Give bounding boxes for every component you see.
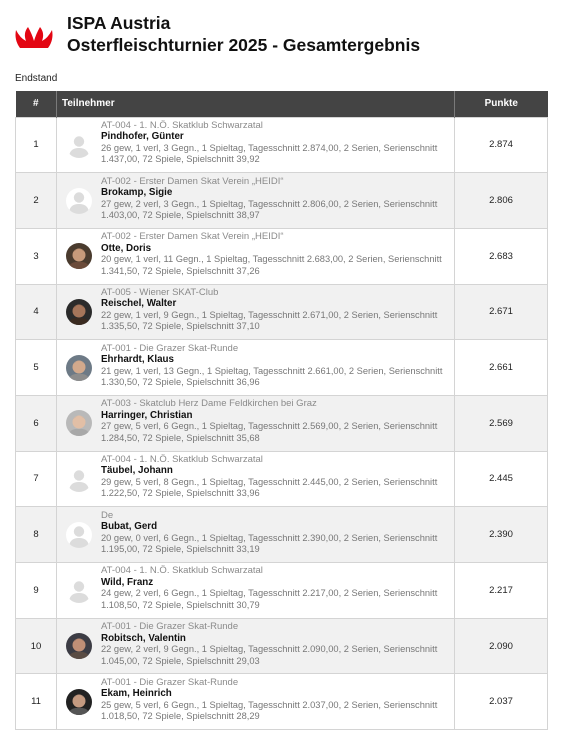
player-name: Harringer, Christian (101, 409, 193, 421)
player-stats: 29 gew, 5 verl, 8 Gegn., 1 Spieltag, Tagesschnitt 2.445,00, 2 Serien, Serienschnitt 1.222,50, 72 Spiele, Spielschnitt 33,96 (101, 476, 438, 499)
participant-cell (57, 340, 455, 396)
rank-value: 1 (33, 139, 39, 151)
club-name: AT-002 - Erster Damen Skat Verein „HEIDI“ (101, 231, 284, 243)
rank-value: 10 (30, 640, 42, 652)
rank-cell (16, 674, 57, 730)
points-value: 2.683 (489, 250, 513, 262)
event-title: Osterfleischturnier 2025 - Gesamtergebnis (67, 35, 421, 55)
table-row (16, 674, 548, 730)
participant-cell (57, 507, 455, 563)
avatar (66, 633, 92, 659)
points-value: 2.390 (489, 529, 513, 541)
points-value: 2.806 (489, 195, 513, 207)
points-cell (455, 284, 548, 340)
rank-value: 4 (33, 306, 39, 318)
club-name: AT-002 - Erster Damen Skat Verein „HEIDI“ (101, 175, 284, 187)
rank-cell (16, 618, 57, 674)
player-name: Brokamp, Sigie (101, 187, 173, 199)
player-name: Täubel, Johann (101, 465, 173, 477)
points-value: 2.090 (489, 640, 513, 652)
points-cell (455, 228, 548, 284)
participant-cell (57, 228, 455, 284)
rank-value: 9 (33, 584, 39, 596)
avatar (66, 243, 92, 269)
title-block (67, 12, 420, 56)
player-stats: 24 gew, 2 verl, 6 Gegn., 1 Spieltag, Tagesschnitt 2.217,00, 2 Serien, Serienschnitt 1.108,50, 72 Spiele, Spielschnitt 30,79 (101, 588, 438, 610)
participant-cell (57, 395, 455, 451)
avatar (66, 466, 92, 492)
player-name: Otte, Doris (101, 242, 152, 254)
red-crown-logo-icon (14, 24, 54, 50)
rank-value: 6 (33, 417, 39, 429)
rank-cell (16, 117, 57, 173)
avatar (66, 577, 92, 603)
points-value: 2.874 (489, 139, 513, 151)
points-value: 2.671 (489, 306, 513, 318)
table-row (16, 340, 548, 396)
status-label: Endstand (15, 73, 58, 84)
rank-cell (16, 340, 57, 396)
table-row (16, 173, 548, 229)
points-cell (455, 117, 548, 173)
club-name: De (101, 509, 114, 521)
page-header (14, 12, 554, 58)
points-cell (455, 563, 548, 619)
rank-cell (16, 451, 57, 507)
column-header-participant: Teilnehmer (57, 91, 455, 117)
avatar (66, 299, 92, 325)
points-cell (455, 395, 548, 451)
club-name: AT-003 - Skatclub Herz Dame Feldkirchen bei Graz (101, 398, 317, 410)
table-row (16, 228, 548, 284)
table-row (16, 395, 548, 451)
points-cell (455, 618, 548, 674)
table-row (16, 117, 548, 173)
column-header-points: Punkte (455, 91, 548, 117)
club-name: AT-004 - 1. N.Ö. Skatklub Schwarzatal (101, 565, 263, 577)
rank-cell (16, 563, 57, 619)
player-stats: 27 gew, 5 verl, 6 Gegn., 1 Spieltag, Tagesschnitt 2.569,00, 2 Serien, Serienschnitt 1.284,50, 72 Spiele, Spielschnitt 35,68 (101, 421, 438, 443)
points-cell (455, 340, 548, 396)
rank-value: 11 (31, 696, 41, 708)
avatar (66, 410, 92, 436)
rank-value: 3 (33, 250, 39, 262)
participant-cell (57, 563, 455, 619)
avatar (66, 689, 92, 715)
rank-cell (16, 395, 57, 451)
table-header-row (16, 91, 548, 117)
table-row (16, 618, 548, 674)
points-value: 2.217 (489, 584, 513, 596)
player-name: Wild, Franz (101, 576, 154, 588)
org-title: ISPA Austria (67, 13, 171, 33)
points-value: 2.037 (489, 696, 513, 708)
participant-cell (57, 674, 455, 730)
points-value: 2.661 (489, 362, 513, 374)
player-stats: 26 gew, 1 verl, 3 Gegn., 1 Spieltag, Tagesschnitt 2.874,00, 2 Serien, Serienschnitt 1.437,00, 72 Spiele, Spielschnitt 39,92 (101, 142, 438, 165)
player-name: Reischel, Walter (101, 298, 177, 310)
player-stats: 22 gew, 1 verl, 9 Gegn., 1 Spieltag, Tagesschnitt 2.671,00, 2 Serien, Serienschnitt 1.335,50, 72 Spiele, Spielschnitt 37,10 (101, 309, 438, 332)
player-stats: 20 gew, 0 verl, 6 Gegn., 1 Spieltag, Tagesschnitt 2.390,00, 2 Serien, Serienschnitt 1.195,00, 72 Spiele, Spielschnitt 33,19 (101, 532, 438, 555)
participant-cell (57, 173, 455, 229)
player-stats: 22 gew, 2 verl, 9 Gegn., 1 Spieltag, Tagesschnitt 2.090,00, 2 Serien, Serienschnitt 1.045,00, 72 Spiele, Spielschnitt 29,03 (101, 644, 438, 666)
table-row (16, 563, 548, 619)
rank-value: 7 (33, 473, 39, 485)
player-name: Ehrhardt, Klaus (101, 354, 174, 366)
rank-cell (16, 228, 57, 284)
avatar (66, 132, 92, 158)
results-table (15, 91, 548, 730)
player-stats: 21 gew, 1 verl, 13 Gegn., 1 Spieltag, Tagesschnitt 2.661,00, 2 Serien, Serienschnitt 1.330,50, 72 Spiele, Spielschnitt 36,96 (101, 365, 443, 388)
player-stats: 27 gew, 2 verl, 3 Gegn., 1 Spieltag, Tagesschnitt 2.806,00, 2 Serien, Serienschnitt 1.403,00, 72 Spiele, Spielschnitt 38,97 (101, 198, 438, 221)
points-cell (455, 674, 548, 730)
table-row (16, 507, 548, 563)
rank-cell (16, 507, 57, 563)
club-name: AT-001 - Die Grazer Skat-Runde (101, 621, 239, 633)
participant-cell (57, 618, 455, 674)
points-value: 2.445 (489, 473, 513, 485)
avatar (66, 522, 92, 548)
table-row (16, 284, 548, 340)
player-name: Bubat, Gerd (101, 521, 158, 533)
rank-value: 8 (33, 529, 39, 541)
rank-cell (16, 284, 57, 340)
player-name: Robitsch, Valentin (101, 632, 186, 644)
club-name: AT-005 - Wiener SKAT-Club (101, 286, 219, 298)
points-cell (455, 173, 548, 229)
avatar (66, 355, 92, 381)
club-name: AT-001 - Die Grazer Skat-Runde (101, 676, 239, 688)
rank-cell (16, 173, 57, 229)
participant-cell (57, 451, 455, 507)
rank-value: 2 (33, 195, 39, 207)
participant-cell (57, 117, 455, 173)
club-name: AT-001 - Die Grazer Skat-Runde (101, 342, 239, 354)
points-cell (455, 451, 548, 507)
club-name: AT-004 - 1. N.Ö. Skatklub Schwarzatal (101, 453, 263, 465)
player-name: Pindhofer, Günter (101, 131, 184, 143)
points-value: 2.569 (489, 417, 513, 429)
points-cell (455, 507, 548, 563)
player-stats: 20 gew, 1 verl, 11 Gegn., 1 Spieltag, Tagesschnitt 2.683,00, 2 Serien, Serienschnitt 1.341,50, 72 Spiele, Spielschnitt 37,26 (101, 254, 442, 276)
player-stats: 25 gew, 5 verl, 6 Gegn., 1 Spieltag, Tagesschnitt 2.037,00, 2 Serien, Serienschnitt 1.018,50, 72 Spiele, Spielschnitt 28,29 (101, 699, 438, 722)
rank-value: 5 (33, 362, 39, 374)
column-header-rank: # (16, 91, 57, 117)
participant-cell (57, 284, 455, 340)
club-name: AT-004 - 1. N.Ö. Skatklub Schwarzatal (101, 119, 263, 131)
player-name: Ekam, Heinrich (101, 688, 172, 700)
avatar (66, 188, 92, 214)
table-row (16, 451, 548, 507)
